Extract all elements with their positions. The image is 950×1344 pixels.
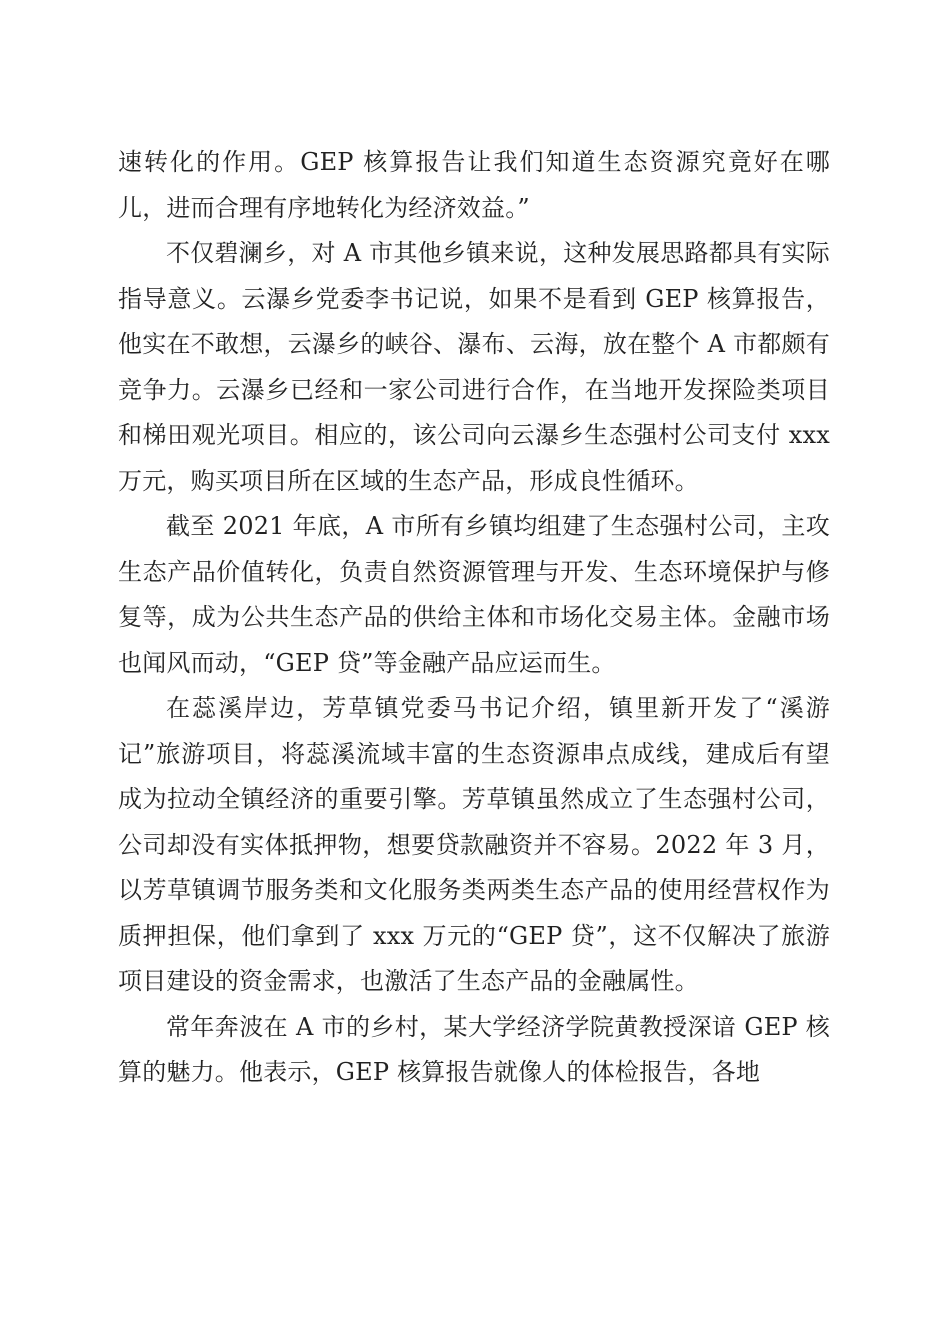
- paragraph-biland-township: 不仅碧澜乡，对 A 市其他乡镇来说，这种发展思路都具有实际指导意义。云瀑乡党委李书记说，如果不是看到 GEP 核算报告，他实在不敢想，云瀑乡的峡谷、瀑布、云海，放在整个 A 市都颇有竞争力。云瀑乡已经和一家公司进行合作，在当地开发探险类项目和梯田观光项目。相应的，该公司向云瀑乡生态强村公司支付 xxx 万元，购买项目所在区域的生态产品，形成良性循环。: [118, 239, 830, 495]
- document-body: [118, 140, 830, 1096]
- paragraph-eco-companies: 截至 2021 年底，A 市所有乡镇均组建了生态强村公司，主攻生态产品价值转化，负责自然资源管理与开发、生态环境保护与修复等，成为公共生态产品的供给主体和市场化交易主体。金融市场也闻风而动，“GEP 贷”等金融产品应运而生。: [118, 512, 830, 677]
- paragraph-professor-huang: 常年奔波在 A 市的乡村，某大学经济学院黄教授深谙 GEP 核算的魅力。他表示，GEP 核算报告就像人的体检报告，各地: [118, 1012, 830, 1086]
- paragraph-continuation: 速转化的作用。GEP 核算报告让我们知道生态资源究竟好在哪儿，进而合理有序地转化为经济效益。”: [118, 148, 830, 222]
- paragraph-fangcao-town: 在蕊溪岸边，芳草镇党委马书记介绍，镇里新开发了“溪游记”旅游项目，将蕊溪流域丰富的生态资源串点成线，建成后有望成为拉动全镇经济的重要引擎。芳草镇虽然成立了生态强村公司，公司却没有实体抵押物，想要贷款融资并不容易。2022 年 3 月，以芳草镇调节服务类和文化服务类两类生态产品的使用经营权作为质押担保，他们拿到了 xxx 万元的“GEP 贷”，这不仅解决了旅游项目建设的资金需求，也激活了生态产品的金融属性。: [118, 694, 830, 995]
